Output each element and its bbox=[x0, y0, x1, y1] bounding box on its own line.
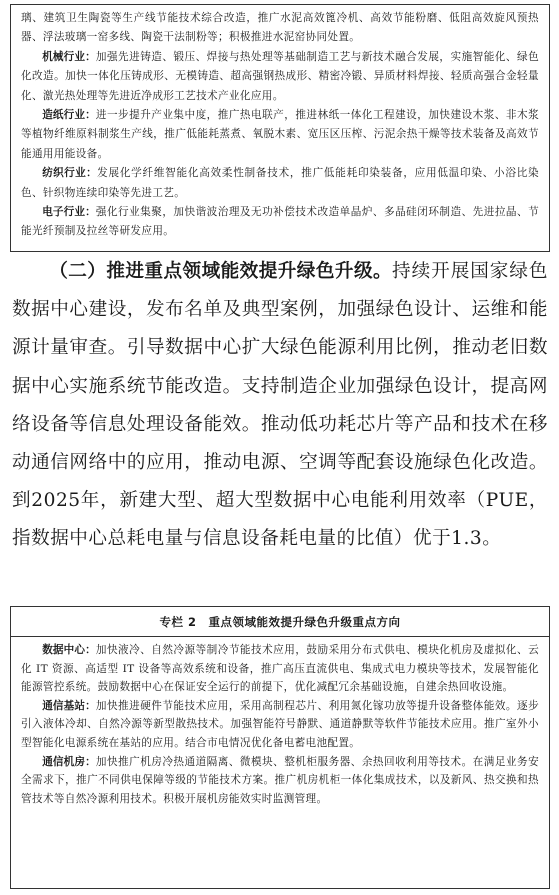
box2-item-label: 通信机房： bbox=[42, 755, 96, 768]
box2-item-label: 通信基站： bbox=[42, 699, 96, 712]
box2-item-machine-room bbox=[21, 753, 539, 809]
box1-item-text: 强化行业集聚，加快谐波治理及无功补偿技术改造单晶炉、多晶硅闭环制造、先进拉晶、节能光纤预制及拉丝等研发应用。 bbox=[21, 206, 540, 238]
box2-item-base-station bbox=[21, 697, 539, 753]
box2-item-text: 加快液冷、自然冷源等制冷节能技术应用，鼓励采用分布式供电、模块化机房及虚拟化、云化 IT 资源、高适型 IT 设备等高效系统和设备，推广高压直流供电、集成式电力模块等技术，发展智能化能源管控系统。鼓励数据中心在保证安全运行的前提下，优化减配冗余基础设施，自建余热回收设施。 bbox=[21, 644, 540, 694]
box1-item-label: 机械行业： bbox=[42, 50, 96, 63]
box-industry-continuation bbox=[10, 4, 550, 252]
section-heading: （二）推进重点领域能效提升绿色升级。 bbox=[49, 261, 393, 282]
box2-item-text: 加快推进硬件节能技术应用，采用高制程芯片、利用氮化镓功放等提升设备整体能效。逐步引入液体冷却、自然冷源等新型散热技术。加强智能符号静默、通道静默等软件节能技术应用。推广室外小型智能化电源系统在基站的应用。结合市电情况优化备电蓄电池配置。 bbox=[21, 699, 540, 749]
section-body: 持续开展国家绿色数据中心建设，发布名单及典型案例，加强绿色设计、运维和能源计量审查。引导数据中心扩大绿色能源利用比例，推动老旧数据中心实施系统节能改造。支持制造企业加强绿色设计，提高网络设备等信息处理设备能效。推动低功耗芯片等产品和技术在移动通信网络中的应用，推动电源、空调等配套设施绿色化改造。到2025年，新建大型、超大型数据中心电能利用效率（PUE，指数据中心总耗电量与信息设备耗电量的比值）优于1.3。 bbox=[12, 261, 548, 550]
box1-item-text: 发展化学纤维智能化高效柔性制备技术，推广低能耗印染装备，应用低温印染、小浴比染色、针织物连续印染等先进工艺。 bbox=[21, 167, 539, 199]
box1-item-label: 造纸行业： bbox=[42, 109, 96, 122]
section-paragraph bbox=[12, 253, 548, 559]
box1-item-textile bbox=[21, 164, 539, 203]
box1-item-text: 加强先进铸造、锻压、焊接与热处理等基础制造工艺与新技术融合发展，实施智能化、绿色化改造。加快一体化压铸成形、无模铸造、超高强钢热成形、精密冷锻、异质材料焊接、轻质高强合金轻量化、激光热处理等先进近净成形工艺技术产业化应用。 bbox=[21, 50, 540, 102]
box2-item-label: 数据中心： bbox=[42, 644, 96, 656]
box1-item-paper bbox=[21, 106, 539, 164]
box2-item-data-center bbox=[21, 641, 539, 697]
box2-item-text: 加快推广机房冷热通道隔离、微模块、整机柜服务器、余热回收利用等技术。在满足业务安全需求下，推广不同供电保障等级的节能技术方案。推广机房机柜一体化集成技术，以及新风、热交换和热管技术等自然冷源利用技术。积极开展机房能效实时监测管理。 bbox=[21, 755, 540, 805]
box1-item-label: 纺织行业： bbox=[42, 167, 98, 180]
box1-lead-paragraph: 璃、建筑卫生陶瓷等生产线节能技术综合改造，推广水泥高效篦冷机、高效节能粉磨、低阻高效旋风预热器、浮法玻璃一窑多线、陶瓷干法制粉等；积极推进水泥窑协同处置。 bbox=[21, 12, 539, 44]
box1-item-machinery bbox=[21, 48, 539, 106]
box-column-2 bbox=[10, 606, 550, 889]
box2-title: 专栏 2 重点领域能效提升绿色升级重点方向 bbox=[11, 607, 549, 637]
box1-item-label: 电子行业： bbox=[42, 206, 96, 219]
box1-item-text: 进一步提升产业集中度，推广热电联产，推进林纸一体化工程建设，加快建设木浆、非木浆等植物纤维原料制浆生产线，推广低能耗蒸煮、氧脱木素、宽压区压榨、污泥余热干燥等技术装备及高效节能通用用能设备。 bbox=[21, 109, 540, 160]
box1-item-electronics bbox=[21, 203, 539, 242]
